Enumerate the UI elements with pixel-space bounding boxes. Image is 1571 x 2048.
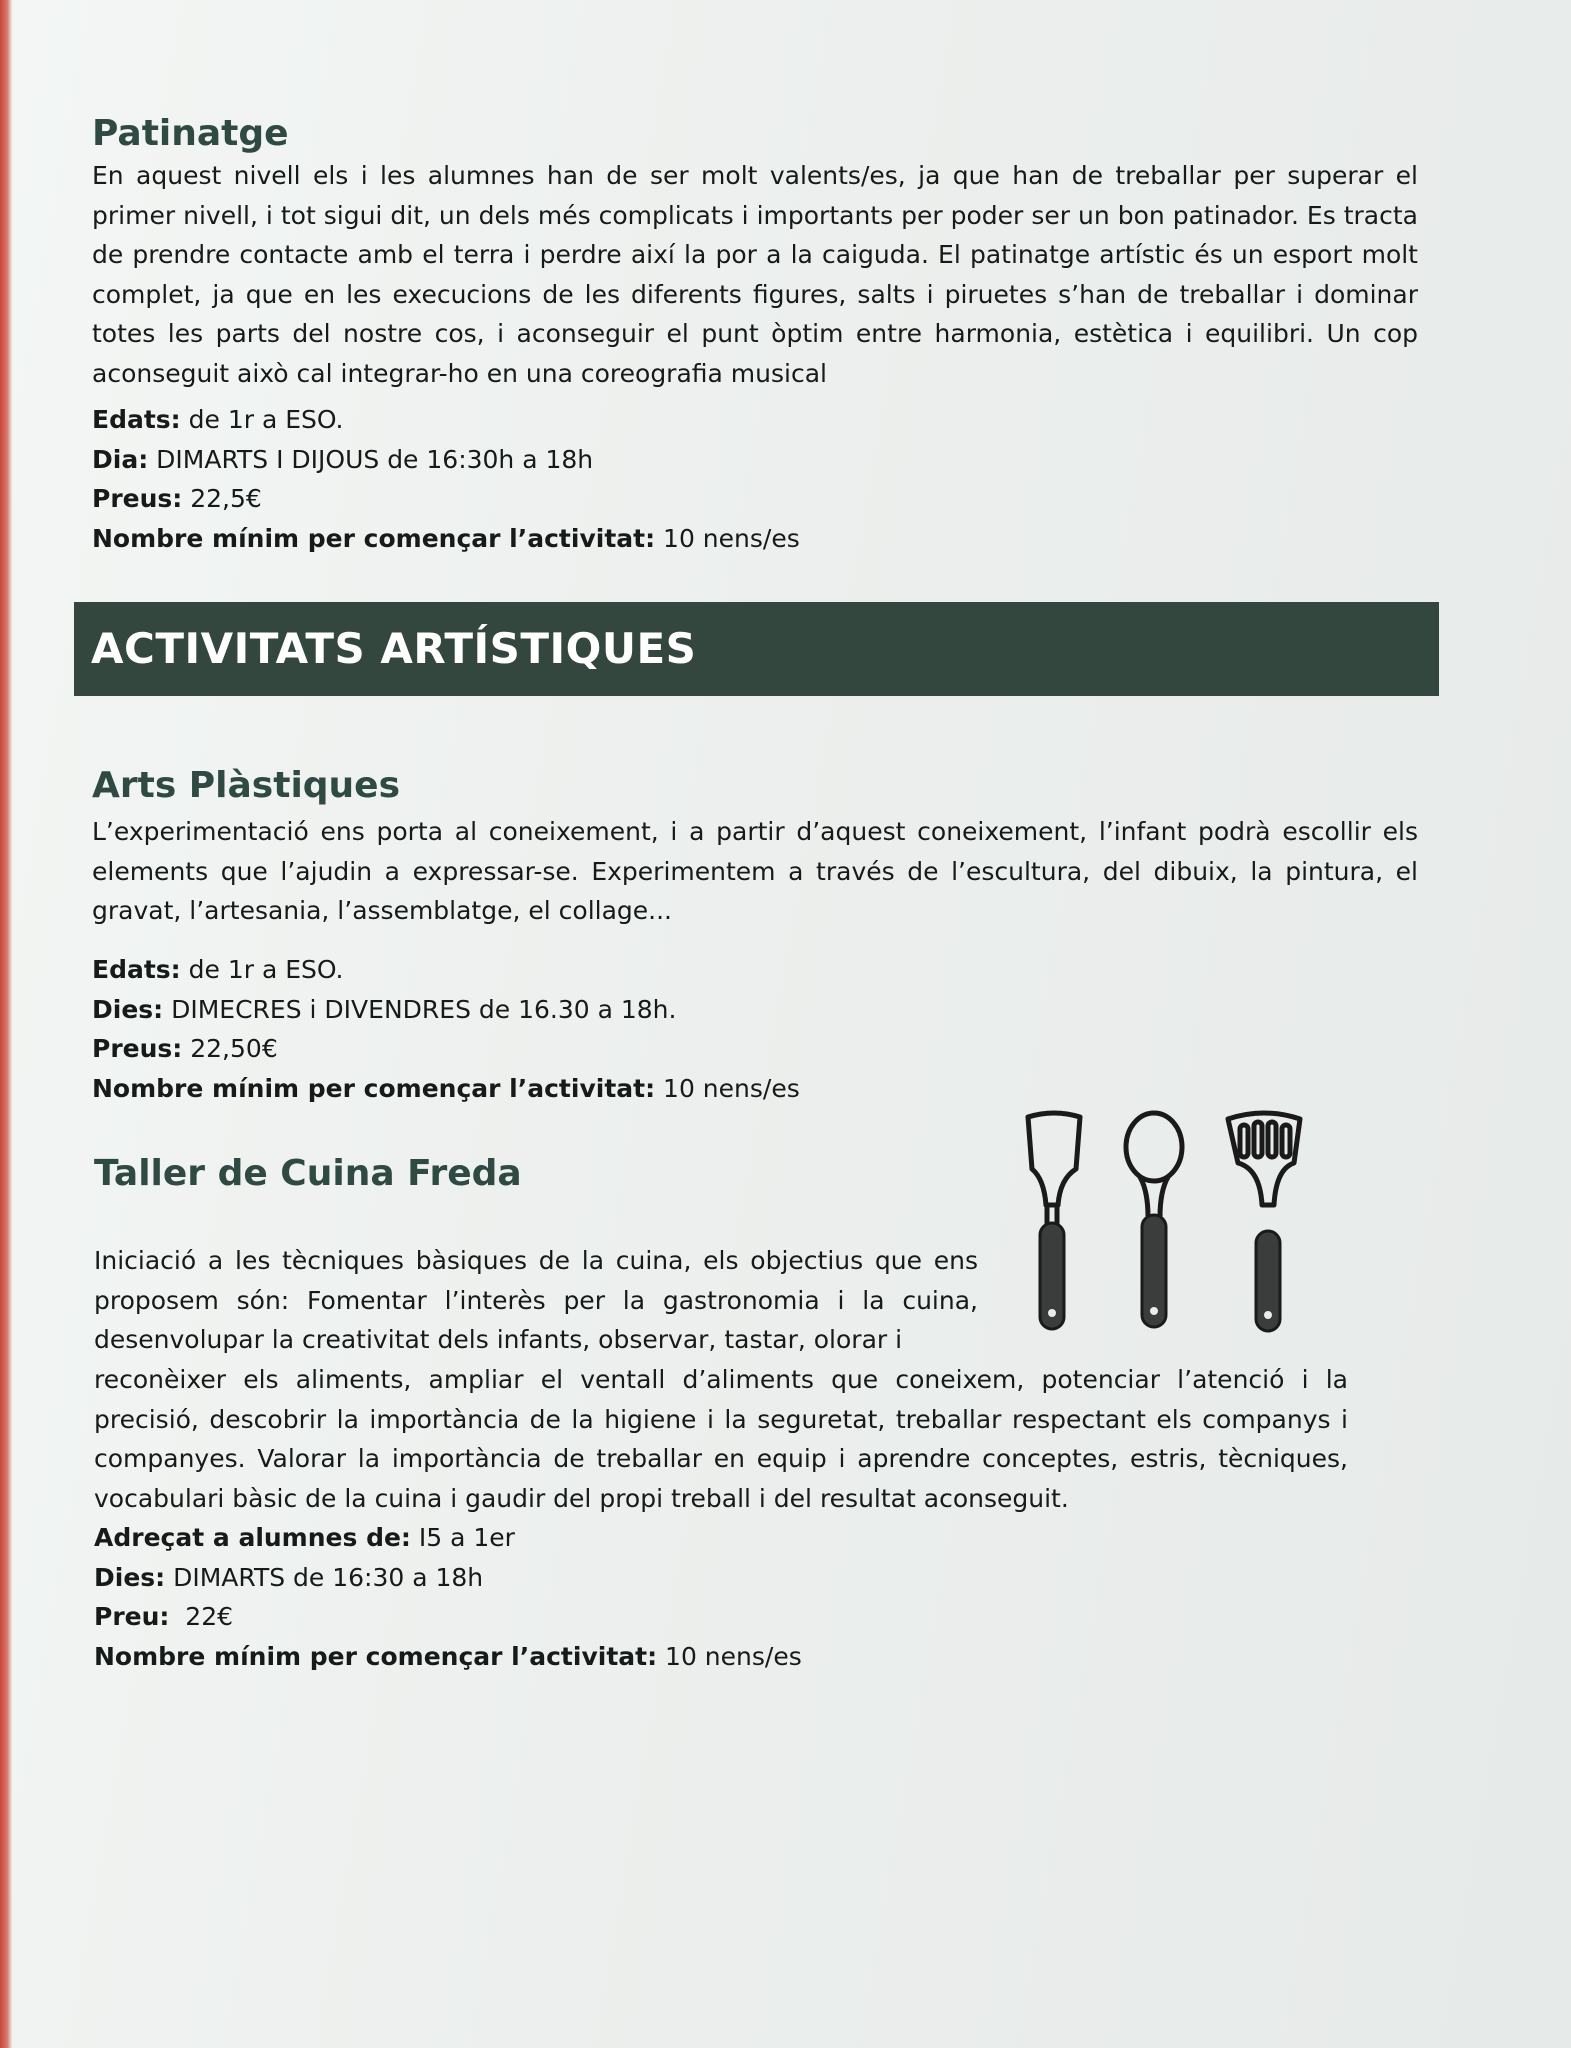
preu-value: 22€: [169, 1602, 234, 1631]
dia-value: DIMARTS I DIJOUS de 16:30h a 18h: [148, 444, 594, 474]
patinatge-edats: [92, 400, 800, 440]
arts-title: Arts Plàstiques: [92, 765, 401, 806]
adrecat-value: I5 a 1er: [410, 1523, 515, 1552]
minim-value: 10 nens/es: [657, 1641, 802, 1671]
preus-label: Preus:: [92, 484, 183, 513]
minim-label: Nombre mínim per començar l’activitat:: [92, 1073, 656, 1103]
patinatge-preus: [92, 479, 800, 519]
page-edge: [0, 0, 12, 2048]
cuina-minim: [94, 1637, 802, 1677]
minim-label: Nombre mínim per començar l’activitat:: [94, 1641, 658, 1671]
edats-value: de 1r a ESO.: [180, 405, 344, 434]
arts-preus: [92, 1029, 800, 1069]
cuina-body-part1: Iniciació a les tècniques bàsiques de la cuina, els objectius que ens proposem són: Fomentar l’interès per la gastronomia i la cuina, desenvolupar la creativitat dels infants, observar, tastar, olorar i: [94, 1246, 978, 1354]
dies-label: Dies:: [94, 1562, 166, 1592]
dies-label: Dies:: [92, 994, 164, 1024]
cuina-dies: [94, 1558, 802, 1598]
preus-label: Preus:: [92, 1034, 183, 1063]
dies-value: DIMECRES i DIVENDRES de 16.30 a 18h.: [163, 994, 677, 1024]
arts-minim: [92, 1069, 800, 1109]
cuina-body-part2: reconèixer els aliments, ampliar el ventall d’aliments que coneixem, potenciar l’atenció i la precisió, descobrir la importància de la higiene i la seguretat, treballar respectant els companys i companyes. Valorar la importància de treballar en equip i aprendre conceptes, estris, tècniques, vocabulari bàsic de la cuina i gaudir del propi treball i del resultat aconseguit.: [94, 1365, 1348, 1513]
dia-label: Dia:: [92, 444, 149, 474]
arts-body: L’experimentació ens porta al coneixement, i a partir d’aquest coneixement, l’infant podrà escollir els elements que l’ajudin a expressar-se. Experimentem a través de l’escultura, del dibuix, la pintura, el gravat, l’artesania, l’assemblatge, el collage...: [92, 817, 1418, 925]
edats-value: de 1r a ESO.: [180, 955, 344, 984]
patinatge-body: En aquest nivell els i les alumnes han de ser molt valents/es, ja que han de treballar per superar el primer nivell, i tot sigui dit, un dels més complicats i importants per poder ser un bon patinador. Es tracta de prendre contacte amb el terra i perdre així la por a la caiguda. El patinatge artístic és un esport molt complet, ja que en les execucions de les diferents figures, salts i piruetes s’han de treballar i dominar totes les parts del nostre cos, i aconseguir el punt òptim entre harmonia, estètica i equilibri. Un cop aconseguit això cal integrar-ho en una coreografia musical: [92, 161, 1418, 388]
edats-label: Edats:: [92, 955, 181, 984]
preu-label: Preu:: [94, 1602, 170, 1631]
dies-value: DIMARTS de 16:30 a 18h: [165, 1562, 484, 1592]
arts-dies: [92, 990, 800, 1030]
cuina-adrecat: [94, 1518, 802, 1558]
minim-value: 10 nens/es: [655, 523, 800, 553]
edats-label: Edats:: [92, 405, 181, 434]
minim-value: 10 nens/es: [655, 1073, 800, 1103]
preus-value: 22,50€: [182, 1034, 278, 1063]
patinatge-info: [92, 400, 800, 558]
cuina-info: [94, 1518, 802, 1676]
preus-value: 22,5€: [182, 484, 262, 513]
minim-label: Nombre mínim per començar l’activitat:: [92, 523, 656, 553]
patinatge-title: Patinatge: [92, 113, 289, 154]
adrecat-label: Adreçat a alumnes de:: [94, 1523, 411, 1552]
arts-info: [92, 950, 800, 1108]
cuina-title: Taller de Cuina Freda: [94, 1153, 522, 1194]
patinatge-dia: [92, 440, 800, 480]
patinatge-minim: [92, 519, 800, 559]
cuina-preu: [94, 1597, 802, 1637]
section-banner: ACTIVITATS ARTÍSTIQUES: [74, 602, 1439, 696]
kitchen-utensils-icon: [1018, 1105, 1318, 1335]
arts-edats: [92, 950, 800, 990]
